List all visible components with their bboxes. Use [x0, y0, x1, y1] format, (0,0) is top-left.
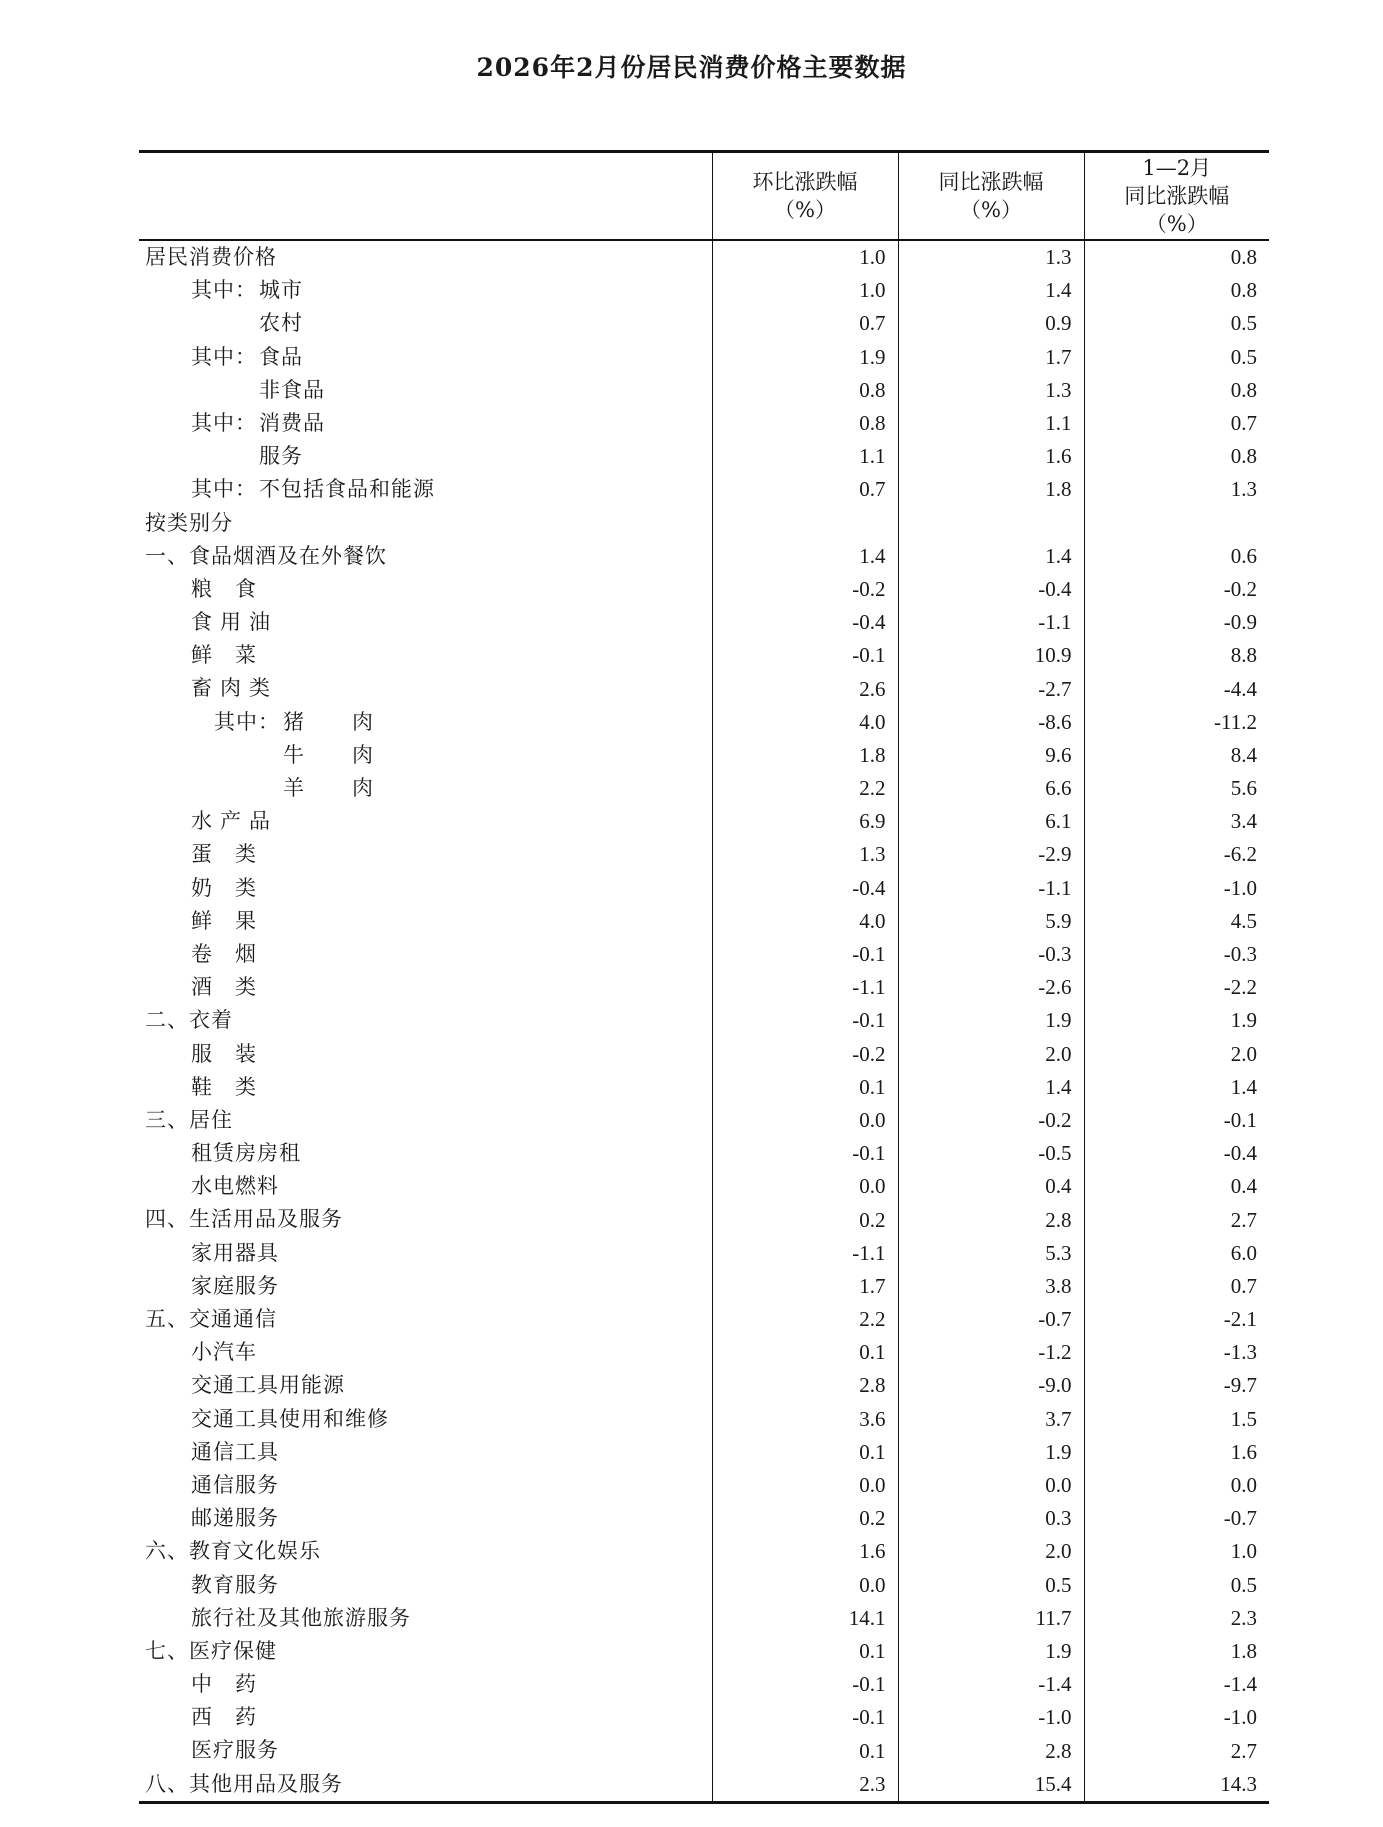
mom-value: 0.1: [712, 1336, 898, 1369]
ytd-value: 1.9: [1084, 1004, 1269, 1037]
table-row: [139, 407, 1269, 440]
table-row: [139, 905, 1269, 938]
yoy-value: 0.9: [898, 307, 1084, 340]
yoy-value: [898, 507, 1084, 540]
row-label: 家庭服务: [191, 1273, 279, 1298]
mom-value: 1.7: [712, 1270, 898, 1303]
row-label: 三、居住: [145, 1107, 233, 1132]
row-label: 非食品: [259, 377, 325, 402]
row-label: 八、其他用品及服务: [145, 1771, 343, 1796]
row-label: 二、衣着: [145, 1008, 233, 1033]
row-label: 水电燃料: [191, 1174, 279, 1199]
ytd-value: 0.7: [1084, 407, 1269, 440]
yoy-value: 2.8: [898, 1734, 1084, 1767]
yoy-value: -1.2: [898, 1336, 1084, 1369]
table-row: [139, 1071, 1269, 1104]
row-label: 交通工具用能源: [191, 1373, 345, 1398]
table-row: [139, 706, 1269, 739]
row-label: 卷烟: [191, 941, 279, 966]
row-label: 教育服务: [191, 1572, 279, 1597]
row-label: 旅行社及其他旅游服务: [191, 1605, 411, 1630]
yoy-value: 1.6: [898, 440, 1084, 473]
mom-value: 0.7: [712, 307, 898, 340]
table-row: [139, 1237, 1269, 1270]
yoy-value: 3.8: [898, 1270, 1084, 1303]
table-row: [139, 1369, 1269, 1402]
yoy-value: -9.0: [898, 1369, 1084, 1402]
mom-value: 2.2: [712, 772, 898, 805]
yoy-value: 10.9: [898, 639, 1084, 672]
table-row: [139, 341, 1269, 374]
ytd-value: -0.9: [1084, 606, 1269, 639]
ytd-value: -4.4: [1084, 672, 1269, 705]
yoy-value: 1.9: [898, 1004, 1084, 1037]
table-row: [139, 639, 1269, 672]
table-row: [139, 1303, 1269, 1336]
table-row: [139, 1203, 1269, 1236]
row-label: 牛肉: [283, 742, 421, 767]
table-row: [139, 1502, 1269, 1535]
table-row: [139, 1602, 1269, 1635]
mom-value: 0.7: [712, 473, 898, 506]
row-label: 奶类: [191, 875, 279, 900]
mom-value: [712, 507, 898, 540]
mom-value: 4.0: [712, 706, 898, 739]
table-row: [139, 1436, 1269, 1469]
row-label: 猪肉: [283, 709, 421, 734]
ytd-value: -1.4: [1084, 1668, 1269, 1701]
table-row: [139, 1469, 1269, 1502]
row-label: 食用油: [191, 610, 278, 635]
yoy-value: 1.4: [898, 1071, 1084, 1104]
yoy-value: -8.6: [898, 706, 1084, 739]
ytd-value: -2.2: [1084, 971, 1269, 1004]
yoy-value: -1.1: [898, 606, 1084, 639]
mom-value: -0.1: [712, 1668, 898, 1701]
row-label: 食品: [259, 344, 303, 369]
row-label: 畜肉类: [191, 676, 278, 701]
mom-value: -1.1: [712, 971, 898, 1004]
ytd-value: 5.6: [1084, 772, 1269, 805]
table-row: [139, 1170, 1269, 1203]
ytd-value: 0.5: [1084, 307, 1269, 340]
ytd-value: 1.6: [1084, 1436, 1269, 1469]
ytd-value: 0.4: [1084, 1170, 1269, 1203]
ytd-value: -11.2: [1084, 706, 1269, 739]
yoy-value: 1.4: [898, 274, 1084, 307]
yoy-value: 15.4: [898, 1768, 1084, 1803]
ytd-value: -1.0: [1084, 872, 1269, 905]
ytd-value: 8.8: [1084, 639, 1269, 672]
table-row: [139, 872, 1269, 905]
ytd-value: 3.4: [1084, 805, 1269, 838]
mom-value: 0.1: [712, 1635, 898, 1668]
ytd-value: -0.3: [1084, 938, 1269, 971]
mom-value: 0.0: [712, 1104, 898, 1137]
ytd-value: -0.2: [1084, 573, 1269, 606]
row-prefix: 其中：: [214, 709, 280, 734]
table-header-row: [139, 152, 1269, 241]
mom-value: -0.1: [712, 1137, 898, 1170]
yoy-value: 5.3: [898, 1237, 1084, 1270]
ytd-value: 0.7: [1084, 1270, 1269, 1303]
yoy-value: 2.8: [898, 1203, 1084, 1236]
mom-value: -0.1: [712, 1701, 898, 1734]
row-label: 五、交通通信: [145, 1307, 277, 1331]
mom-value: -0.4: [712, 872, 898, 905]
ytd-value: 14.3: [1084, 1768, 1269, 1803]
table-row: [139, 1270, 1269, 1303]
yoy-value: -2.7: [898, 672, 1084, 705]
row-label: 西药: [191, 1705, 279, 1730]
yoy-value: 6.6: [898, 772, 1084, 805]
row-label: 不包括食品和能源: [259, 477, 435, 502]
ytd-value: 2.3: [1084, 1602, 1269, 1635]
yoy-value: -1.1: [898, 872, 1084, 905]
row-label: 中药: [191, 1672, 279, 1697]
mom-value: 2.6: [712, 672, 898, 705]
table-row: [139, 1403, 1269, 1436]
header-yoy: 同比涨跌幅 （%）: [898, 152, 1084, 241]
ytd-value: -1.0: [1084, 1701, 1269, 1734]
yoy-value: 2.0: [898, 1535, 1084, 1568]
mom-value: 0.2: [712, 1502, 898, 1535]
row-label: 羊肉: [283, 776, 421, 800]
table-row: [139, 307, 1269, 340]
yoy-value: -0.3: [898, 938, 1084, 971]
mom-value: 4.0: [712, 905, 898, 938]
table-row: [139, 772, 1269, 805]
yoy-value: -0.4: [898, 573, 1084, 606]
ytd-value: 1.5: [1084, 1403, 1269, 1436]
ytd-value: 0.0: [1084, 1469, 1269, 1502]
ytd-value: 0.8: [1084, 440, 1269, 473]
row-label: 按类别分: [145, 510, 233, 535]
ytd-value: 0.8: [1084, 274, 1269, 307]
mom-value: 0.2: [712, 1203, 898, 1236]
yoy-value: -1.0: [898, 1701, 1084, 1734]
yoy-value: 1.7: [898, 341, 1084, 374]
mom-value: 0.1: [712, 1734, 898, 1767]
cpi-table: [139, 150, 1269, 1804]
mom-value: -0.1: [712, 938, 898, 971]
ytd-value: -0.1: [1084, 1104, 1269, 1137]
table-row: [139, 473, 1269, 506]
ytd-value: -9.7: [1084, 1369, 1269, 1402]
yoy-value: 1.4: [898, 540, 1084, 573]
row-label: 七、医疗保健: [145, 1638, 277, 1663]
ytd-value: 2.0: [1084, 1038, 1269, 1071]
mom-value: 0.1: [712, 1436, 898, 1469]
header-label-cell: [139, 152, 712, 241]
ytd-value: -0.7: [1084, 1502, 1269, 1535]
table-row: [139, 672, 1269, 705]
row-label: 六、教育文化娱乐: [145, 1539, 321, 1564]
yoy-value: 0.0: [898, 1469, 1084, 1502]
row-prefix: 其中：: [191, 410, 257, 435]
ytd-value: 1.4: [1084, 1071, 1269, 1104]
yoy-value: -0.7: [898, 1303, 1084, 1336]
table-row: [139, 1104, 1269, 1137]
row-label: 服装: [191, 1041, 279, 1066]
mom-value: 0.0: [712, 1170, 898, 1203]
table-row: [139, 1635, 1269, 1668]
row-label: 消费品: [259, 410, 325, 435]
yoy-value: 1.9: [898, 1436, 1084, 1469]
ytd-value: 2.7: [1084, 1203, 1269, 1236]
row-label: 粮食: [191, 576, 279, 601]
row-label: 邮递服务: [191, 1506, 279, 1531]
row-label: 医疗服务: [191, 1738, 279, 1763]
mom-value: 1.6: [712, 1535, 898, 1568]
yoy-value: 0.4: [898, 1170, 1084, 1203]
mom-value: 14.1: [712, 1602, 898, 1635]
table-row: [139, 507, 1269, 540]
row-label: 蛋类: [191, 842, 279, 867]
row-prefix: 其中：: [191, 278, 257, 303]
row-label: 四、生活用品及服务: [145, 1207, 343, 1232]
mom-value: 1.4: [712, 540, 898, 573]
ytd-value: 0.8: [1084, 374, 1269, 407]
yoy-value: 0.5: [898, 1569, 1084, 1602]
yoy-value: -0.2: [898, 1104, 1084, 1137]
row-prefix: 其中：: [191, 477, 257, 502]
mom-value: -0.2: [712, 573, 898, 606]
mom-value: 0.1: [712, 1071, 898, 1104]
ytd-value: 1.8: [1084, 1635, 1269, 1668]
table-row: [139, 838, 1269, 871]
mom-value: -0.1: [712, 1004, 898, 1037]
row-label: 城市: [259, 278, 303, 303]
yoy-value: -1.4: [898, 1668, 1084, 1701]
row-label: 小汽车: [191, 1340, 257, 1365]
mom-value: 2.3: [712, 1768, 898, 1803]
ytd-value: 6.0: [1084, 1237, 1269, 1270]
table-row: [139, 374, 1269, 407]
ytd-value: -6.2: [1084, 838, 1269, 871]
mom-value: -0.2: [712, 1038, 898, 1071]
ytd-value: -2.1: [1084, 1303, 1269, 1336]
mom-value: 1.0: [712, 240, 898, 274]
yoy-value: 1.1: [898, 407, 1084, 440]
table-row: [139, 540, 1269, 573]
row-label: 水产品: [191, 809, 278, 834]
yoy-value: 1.3: [898, 374, 1084, 407]
ytd-value: 0.8: [1084, 240, 1269, 274]
yoy-value: 9.6: [898, 739, 1084, 772]
mom-value: 0.0: [712, 1469, 898, 1502]
yoy-value: 1.3: [898, 240, 1084, 274]
ytd-value: -1.3: [1084, 1336, 1269, 1369]
mom-value: -1.1: [712, 1237, 898, 1270]
ytd-value: 2.7: [1084, 1734, 1269, 1767]
row-label: 一、食品烟酒及在外餐饮: [145, 543, 387, 568]
table-row: [139, 440, 1269, 473]
header-ytd: 1—2月 同比涨跌幅 （%）: [1084, 152, 1269, 241]
row-label: 服务: [259, 444, 303, 469]
yoy-value: -0.5: [898, 1137, 1084, 1170]
row-label: 农村: [259, 311, 303, 336]
row-prefix: 其中：: [191, 344, 257, 369]
ytd-value: 4.5: [1084, 905, 1269, 938]
mom-value: 3.6: [712, 1403, 898, 1436]
mom-value: 6.9: [712, 805, 898, 838]
table-row: [139, 1668, 1269, 1701]
yoy-value: 6.1: [898, 805, 1084, 838]
table-row: [139, 274, 1269, 307]
row-label: 鲜果: [191, 908, 279, 933]
yoy-value: 0.3: [898, 1502, 1084, 1535]
table-row: [139, 1137, 1269, 1170]
table-row: [139, 606, 1269, 639]
row-label: 通信工具: [191, 1439, 279, 1464]
ytd-value: -0.4: [1084, 1137, 1269, 1170]
mom-value: 2.8: [712, 1369, 898, 1402]
ytd-value: 8.4: [1084, 739, 1269, 772]
yoy-value: 5.9: [898, 905, 1084, 938]
mom-value: 0.8: [712, 374, 898, 407]
mom-value: -0.4: [712, 606, 898, 639]
mom-value: -0.1: [712, 639, 898, 672]
row-label: 租赁房房租: [191, 1141, 301, 1166]
table-row: [139, 739, 1269, 772]
row-label: 酒类: [191, 975, 279, 1000]
mom-value: 1.9: [712, 341, 898, 374]
yoy-value: -2.6: [898, 971, 1084, 1004]
ytd-value: 0.5: [1084, 1569, 1269, 1602]
table-row: [139, 1734, 1269, 1767]
page-title: 2026年2月份居民消费价格主要数据: [476, 53, 907, 82]
row-label: 交通工具使用和维修: [191, 1406, 389, 1431]
row-label: 通信服务: [191, 1472, 279, 1497]
mom-value: 1.3: [712, 838, 898, 871]
table-row: [139, 1569, 1269, 1602]
ytd-value: 0.6: [1084, 540, 1269, 573]
yoy-value: 11.7: [898, 1602, 1084, 1635]
yoy-value: -2.9: [898, 838, 1084, 871]
table-row: [139, 1701, 1269, 1734]
row-label: 家用器具: [191, 1240, 279, 1265]
table-row: [139, 1336, 1269, 1369]
ytd-value: 0.5: [1084, 341, 1269, 374]
yoy-value: 3.7: [898, 1403, 1084, 1436]
table-row: [139, 1038, 1269, 1071]
mom-value: 1.0: [712, 274, 898, 307]
table-row: [139, 805, 1269, 838]
row-label: 鞋类: [191, 1074, 279, 1099]
row-label: 居民消费价格: [145, 245, 277, 269]
mom-value: 1.1: [712, 440, 898, 473]
table-row: [139, 573, 1269, 606]
yoy-value: 1.8: [898, 473, 1084, 506]
mom-value: 0.0: [712, 1569, 898, 1602]
ytd-value: 1.3: [1084, 473, 1269, 506]
yoy-value: 1.9: [898, 1635, 1084, 1668]
mom-value: 2.2: [712, 1303, 898, 1336]
ytd-value: 1.0: [1084, 1535, 1269, 1568]
table-row: [139, 1004, 1269, 1037]
mom-value: 0.8: [712, 407, 898, 440]
yoy-value: 2.0: [898, 1038, 1084, 1071]
table-row: [139, 1535, 1269, 1568]
ytd-value: [1084, 507, 1269, 540]
mom-value: 1.8: [712, 739, 898, 772]
header-mom: 环比涨跌幅 （%）: [712, 152, 898, 241]
table-row: [139, 1768, 1269, 1803]
table-row: [139, 240, 1269, 274]
table-row: [139, 938, 1269, 971]
table-row: [139, 971, 1269, 1004]
row-label: 鲜菜: [191, 643, 279, 668]
